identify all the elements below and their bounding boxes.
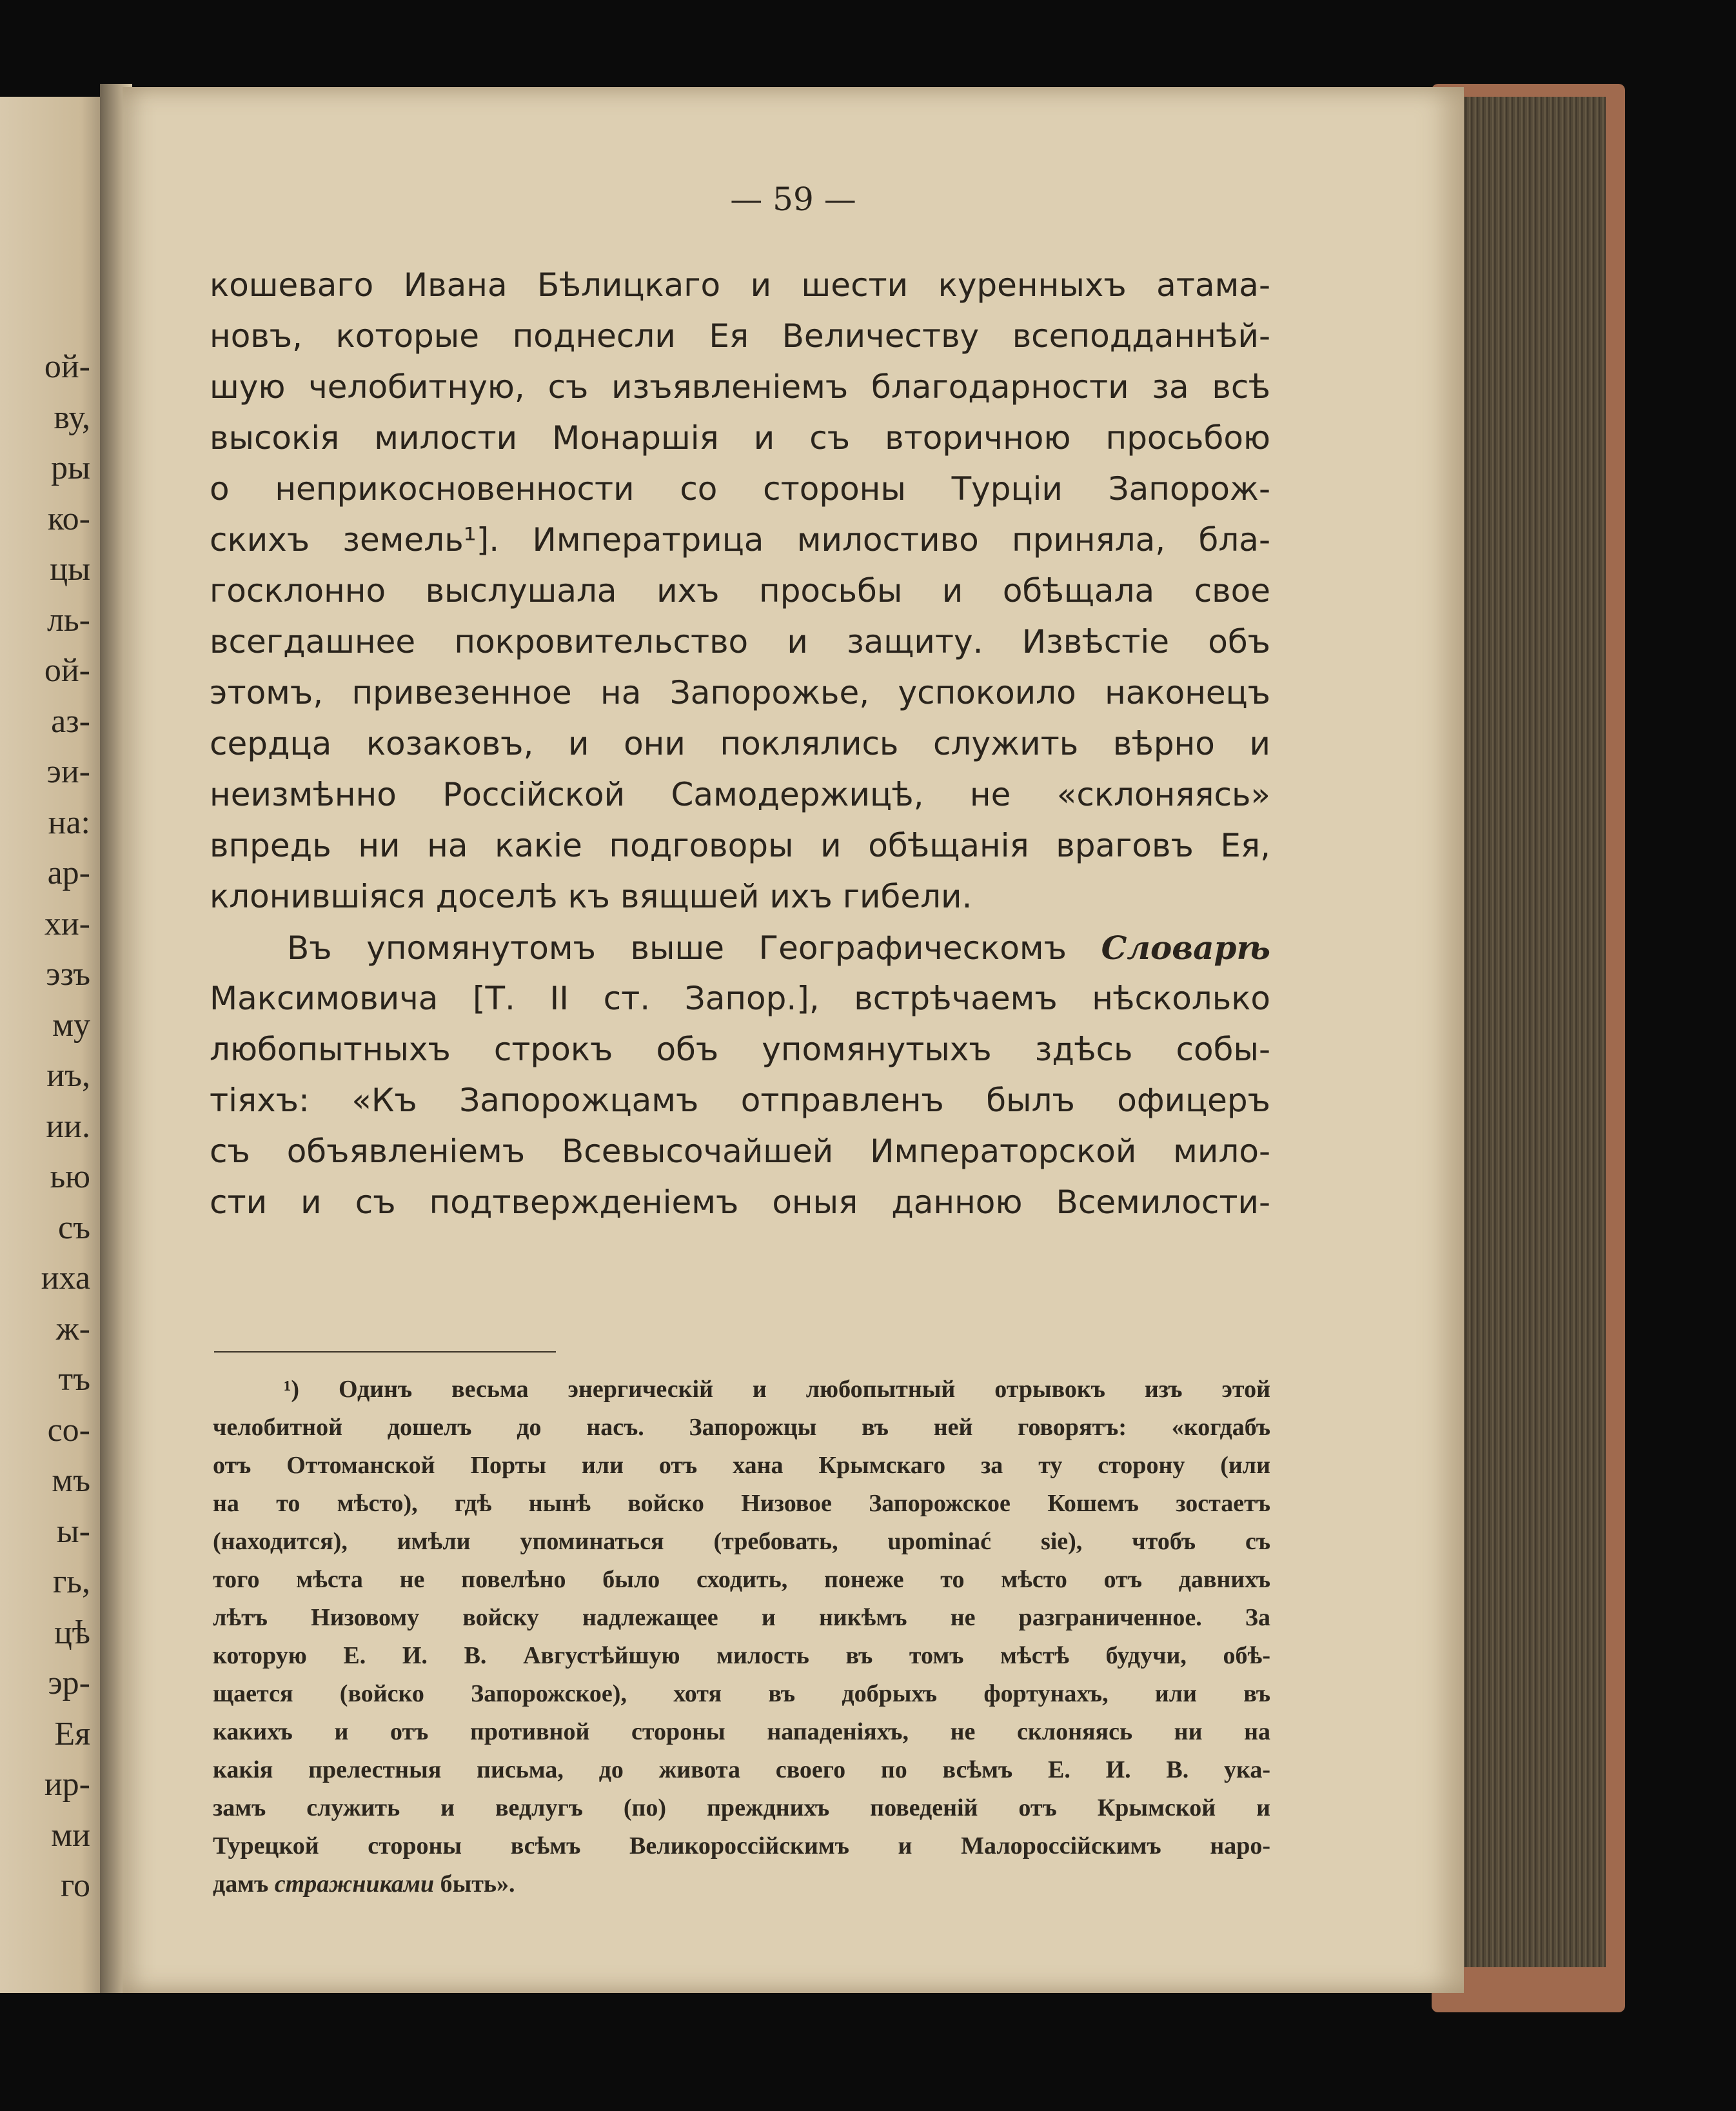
text-line: неизмѣнно Россійской Самодержицѣ, не «склоняясь» — [210, 776, 1270, 813]
footnote-line: какихъ и отъ противной стороны нападеніяхъ, не склоняясь ни на — [213, 1718, 1270, 1745]
left-fragment: иъ, — [46, 1057, 90, 1094]
left-fragment: ры — [51, 450, 90, 486]
para2-text: Въ упомянутомъ выше Географическомъ — [287, 929, 1101, 967]
left-fragment: иха — [41, 1260, 90, 1296]
text-line: высокія милости Монаршія и съ вторичною просьбою — [210, 419, 1270, 457]
italic-word: Словарѣ — [1101, 929, 1270, 967]
left-fragment: го — [60, 1867, 90, 1904]
text-line: впредь ни на какіе подговоры и обѣщанія враговъ Ея, — [210, 827, 1270, 864]
page-edges — [1445, 97, 1606, 1967]
footnote-line: отъ Оттоманской Порты или отъ хана Крымскаго за ту сторону (или — [213, 1452, 1270, 1479]
text-line: новъ, которые поднесли Ея Величеству всеподданнѣй- — [210, 317, 1270, 355]
text-line: любопытныхъ строкъ объ упомянутыхъ здѣсь собы- — [210, 1031, 1270, 1068]
footnote-text: дамъ — [213, 1870, 275, 1898]
text-line: этомъ, привезенное на Запорожье, успокоило наконецъ — [210, 674, 1270, 711]
text-line: клонившіяся доселѣ къ вящшей ихъ гибели. — [210, 878, 972, 915]
left-fragment: хи- — [44, 905, 90, 942]
footnote-divider — [214, 1351, 556, 1353]
left-fragment: ой- — [44, 348, 90, 385]
left-fragment: аз- — [51, 702, 90, 740]
left-page — [0, 97, 116, 1993]
left-fragment: ой- — [44, 652, 90, 689]
left-fragment: эр- — [48, 1665, 90, 1701]
text-line: шую челобитную, съ изъявленіемъ благодарности за всѣ — [210, 368, 1270, 406]
left-fragment: Ея — [54, 1715, 90, 1752]
text-line: о неприкосновенности со стороны Турціи Запорож- — [210, 470, 1270, 508]
text-line: всегдашнее покровительство и защиту. Извѣстіе объ — [210, 623, 1270, 660]
footnote-line: на то мѣсто), гдѣ нынѣ войско Низовое Запорожское Кошемъ зостаетъ — [213, 1490, 1270, 1517]
left-fragment: ью — [50, 1158, 90, 1195]
text-line: Максимовича [Т. II ст. Запор.], встрѣчаемъ нѣсколько — [210, 980, 1270, 1017]
left-fragment: цы — [50, 551, 90, 588]
footnote — [213, 1371, 1270, 1903]
text-line: съ объявленіемъ Всевысочайшей Императорской мило- — [210, 1133, 1270, 1170]
footnote-text: быть». — [434, 1870, 515, 1898]
footnote-line: челобитной дошелъ до насъ. Запорожцы въ ней говорятъ: «когдабъ — [213, 1414, 1270, 1441]
text-line: скихъ земель¹]. Императрица милостиво приняла, бла- — [210, 521, 1270, 559]
text-line: сердца козаковъ, и они поклялись служить вѣрно и — [210, 725, 1270, 762]
left-fragment: ии. — [46, 1107, 90, 1145]
right-page — [123, 87, 1464, 1993]
footnote-line: которую Е. И. В. Августѣйшую милость въ томъ мѣстѣ будучи, обѣ- — [213, 1642, 1270, 1669]
left-fragment: ы- — [56, 1512, 90, 1550]
left-fragment: тъ — [58, 1361, 90, 1398]
left-fragment: ву, — [54, 399, 90, 436]
left-fragment: со- — [47, 1411, 90, 1449]
left-fragment: гь, — [52, 1563, 90, 1600]
footnote-line: какія прелестныя письма, до живота своего по всѣмъ Е. И. В. ука- — [213, 1756, 1270, 1783]
left-fragment: ль- — [47, 601, 90, 639]
footnote-line: щается (войско Запорожское), хотя въ добрыхъ фортунахъ, или въ — [213, 1680, 1270, 1707]
left-fragment: ир- — [44, 1766, 90, 1803]
left-page-text — [0, 342, 90, 1912]
left-fragment: ми — [51, 1816, 90, 1854]
text-line: кошеваго Ивана Бѣлицкаго и шести куренныхъ атама- — [210, 266, 1270, 304]
left-fragment: эи- — [46, 753, 90, 790]
left-fragment: ко- — [48, 500, 90, 537]
footnote-line: (находится), имѣли упоминаться (требовать, upominać sie), чтобъ съ — [213, 1528, 1270, 1555]
left-fragment: съ — [58, 1209, 90, 1246]
main-text — [210, 260, 1270, 1228]
footnote-line — [213, 1865, 1270, 1903]
italic-word: стражниками — [274, 1870, 435, 1898]
left-fragment: цѣ — [54, 1614, 90, 1651]
left-fragment: на: — [48, 804, 90, 841]
text-line: тіяхъ: «Къ Запорожцамъ отправленъ былъ офицеръ — [210, 1082, 1270, 1119]
text-line: госклонно выслушала ихъ просьбы и обѣщала свое — [210, 572, 1270, 610]
left-fragment: ар- — [47, 855, 90, 891]
page-number: — 59 — — [730, 181, 856, 218]
footnote-line: того мѣста не повелѣно было сходить, понеже то мѣсто отъ давнихъ — [213, 1566, 1270, 1593]
paragraph-start-line — [210, 922, 1270, 973]
text-line: сти и съ подтвержденіемъ оныя данною Всемилости- — [210, 1184, 1270, 1221]
footnote-line: замъ служить и ведлугъ (по) прежднихъ поведеній отъ Крымской и — [213, 1794, 1270, 1821]
left-fragment: эзъ — [46, 956, 90, 993]
footnote-line: лѣтъ Низовому войску надлежащее и никѣмъ не разграниченное. За — [213, 1604, 1270, 1631]
left-fragment: ж- — [55, 1310, 90, 1347]
left-fragment: му — [52, 1006, 90, 1044]
footnote-line: ¹) Одинъ весьма энергическій и любопытный отрывокъ изъ этой — [284, 1376, 1270, 1403]
footnote-line: Турецкой стороны всѣмъ Великороссійскимъ и Малороссійскимъ наро- — [213, 1832, 1270, 1859]
left-fragment: мъ — [52, 1462, 90, 1499]
